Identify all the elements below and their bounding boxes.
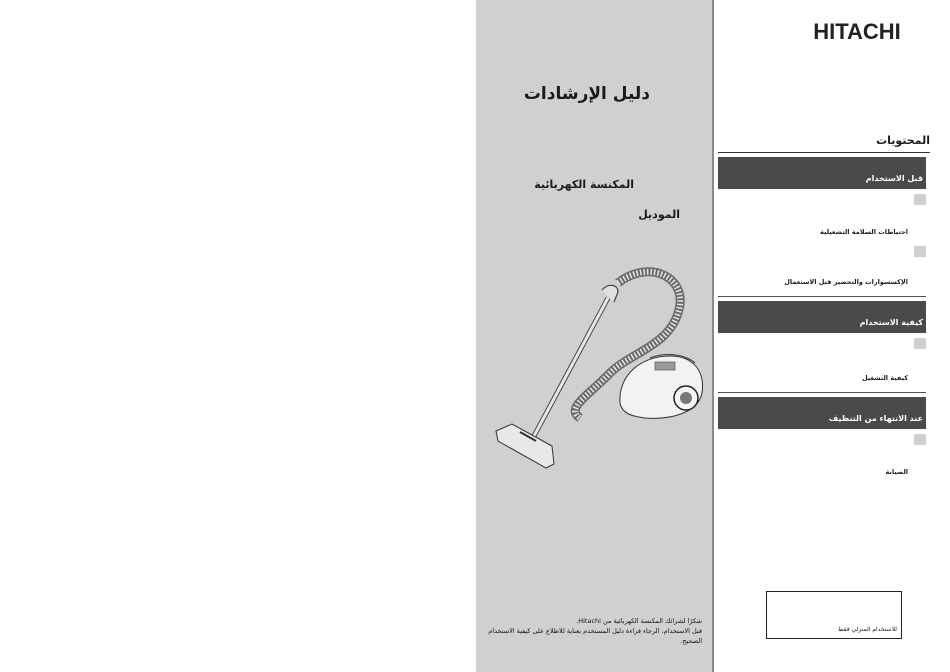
thank-you-note — [484, 616, 702, 646]
brand-logo — [796, 17, 918, 47]
page-marker — [914, 434, 926, 445]
item-accessories: الإكسسوارات والتحضير قبل الاستعمال — [784, 278, 908, 286]
contents-heading: المحتويات — [876, 134, 930, 147]
section-rule — [718, 392, 926, 393]
page-marker — [914, 194, 926, 205]
section-rule — [718, 296, 926, 297]
section-before-use: قبل الاستخدام — [718, 157, 926, 189]
thanks-line-1: شكرًا لشرائك المكنسة الكهربائية من Hitachi. — [576, 617, 702, 625]
page-marker — [914, 338, 926, 349]
page-marker — [914, 246, 926, 257]
floor-nozzle — [496, 424, 554, 468]
section-after-cleaning: عند الانتهاء من التنظيف — [718, 397, 926, 429]
contents-rule — [718, 152, 930, 153]
product-name: المكنسة الكهربائية — [534, 178, 634, 191]
home-use-box — [766, 591, 902, 639]
manual-title: دليل الإرشادات — [523, 84, 650, 104]
model-label: الموديل — [638, 208, 680, 221]
item-operation: كيفية التشغيل — [861, 374, 908, 382]
thanks-line-2: قبل الاستخدام، الرجاء قراءة دليل المستخدم بعناية للاطلاع على كيفية الاستخدام الصحيح. — [488, 627, 702, 645]
panel-divider — [712, 0, 714, 672]
vacuum-cleaner-illustration — [490, 258, 705, 483]
item-maintenance: الصيانة — [885, 468, 908, 476]
brand-logo-text: HITACHI — [813, 19, 901, 44]
item-safety-precautions: احتياطات السلامة التشغيلية — [820, 228, 908, 236]
home-use-note: للاستخدام المنزلي فقط — [838, 626, 897, 633]
section-how-to-use: كيفية الاستخدام — [718, 301, 926, 333]
